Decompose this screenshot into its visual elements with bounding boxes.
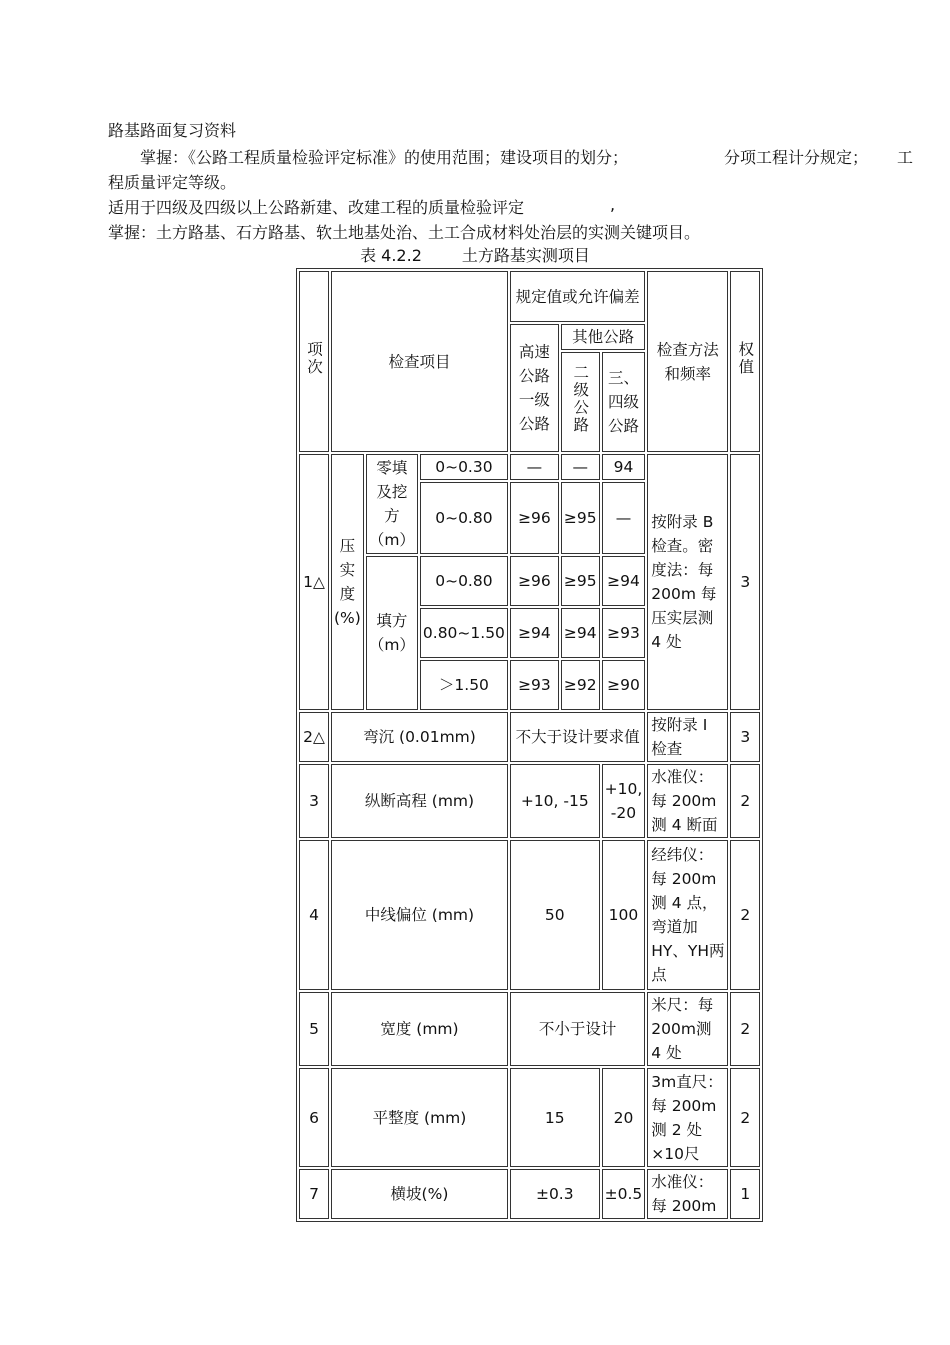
row1b-grade34: — [602,482,646,554]
row1c-highway: ≥96 [510,556,559,606]
row7-method: 水准仪：每 200m [647,1169,728,1219]
row5-spec: 不小于设计 [510,992,645,1066]
paragraph-1d: 程质量评定等级。 [108,173,237,192]
row2-weight: 3 [730,712,760,762]
paragraph-3: 掌握：土方路基、石方路基、软土地基处治、土工合成材料处治层的实测关键项目。 [108,223,701,242]
header-grade34: 三、四级公路 [602,352,646,452]
row1a-highway: — [510,454,559,480]
header-spec: 规定值或允许偏差 [510,271,645,322]
row1-no: 1△ [299,454,329,710]
row5-no: 5 [299,992,329,1066]
row1-fill-label: 填方（m） [366,556,418,710]
row2-no: 2△ [299,712,329,762]
row3-highway: +10, -15 [510,764,600,838]
paragraph-1c: 工 [897,148,914,167]
row1-weight: 3 [730,454,760,710]
row1a-depth: 0~0.30 [420,454,508,480]
row1e-grade34: ≥90 [602,660,646,710]
row2-item: 弯沉 (0.01mm) [331,712,508,762]
row1d-highway: ≥94 [510,608,559,658]
row1-item: 压实度(%) [331,454,364,710]
row6-item: 平整度 (mm) [331,1068,508,1167]
inspection-table [296,268,763,1222]
header-method: 检查方法和频率 [647,271,728,452]
row7-weight: 1 [730,1169,760,1219]
table-number: 表 4.2.2 [360,246,422,265]
row1b-depth: 0~0.80 [420,482,508,554]
row1d-grade34: ≥93 [602,608,646,658]
table-title: 土方路基实测项目 [461,246,590,265]
header-highway: 高速公路一级公路 [510,324,559,452]
header-item-no: 项次 [299,271,329,452]
header-check-item: 检查项目 [331,271,508,452]
row1a-grade2: — [561,454,600,480]
row4-weight: 2 [730,840,760,990]
row1b-grade2: ≥95 [561,482,600,554]
paragraph-2b: , [610,195,616,214]
row1c-depth: 0~0.80 [420,556,508,606]
row1d-grade2: ≥94 [561,608,600,658]
row5-method: 米尺：每 200m测 4 处 [647,992,728,1066]
row4-method: 经纬仪：每 200m 测 4 点，弯道加 HY、YH两点 [647,840,728,990]
row3-other: +10, -20 [602,764,646,838]
paragraph-1b: 分项工程计分规定； [724,148,869,167]
row1a-grade34: 94 [602,454,646,480]
row4-item: 中线偏位 (mm) [331,840,508,990]
row4-highway: 50 [510,840,600,990]
row1c-grade2: ≥95 [561,556,600,606]
row7-highway: ±0.3 [510,1169,600,1219]
row1e-depth: ＞1.50 [420,660,508,710]
row4-other: 100 [602,840,646,990]
row7-other: ±0.5 [602,1169,646,1219]
row1e-grade2: ≥92 [561,660,600,710]
row6-method: 3m直尺：每 200m 测 2 处 ×10尺 [647,1068,728,1167]
row6-weight: 2 [730,1068,760,1167]
row6-highway: 15 [510,1068,600,1167]
row5-item: 宽度 (mm) [331,992,508,1066]
header-grade2: 二级公路 [561,352,600,452]
row1b-highway: ≥96 [510,482,559,554]
row6-no: 6 [299,1068,329,1167]
row5-weight: 2 [730,992,760,1066]
row2-spec: 不大于设计要求值 [510,712,645,762]
paragraph-1a: 掌握：《公路工程质量检验评定标准》的使用范围；建设项目的划分； [140,148,629,167]
row1d-depth: 0.80~1.50 [420,608,508,658]
row2-method: 按附录 I 检查 [647,712,728,762]
row3-method: 水准仪：每 200m 测 4 断面 [647,764,728,838]
row3-no: 3 [299,764,329,838]
paragraph-2a: 适用于四级及四级以上公路新建、改建工程的质量检验评定 [108,198,525,217]
row1-method: 按附录 B 检查。密度法：每 200m 每压实层测 4 处 [647,454,728,710]
row7-item: 横坡(%) [331,1169,508,1219]
table-caption [0,243,950,266]
row1c-grade34: ≥94 [602,556,646,606]
row6-other: 20 [602,1068,646,1167]
header-other-roads: 其他公路 [561,324,645,350]
header-weight: 权值 [730,271,760,452]
row3-item: 纵断高程 (mm) [331,764,508,838]
row1-cut-label: 零填及挖方（m） [366,454,418,554]
doc-title: 路基路面复习资料 [108,121,237,140]
row4-no: 4 [299,840,329,990]
row3-weight: 2 [730,764,760,838]
row1e-highway: ≥93 [510,660,559,710]
row7-no: 7 [299,1169,329,1219]
